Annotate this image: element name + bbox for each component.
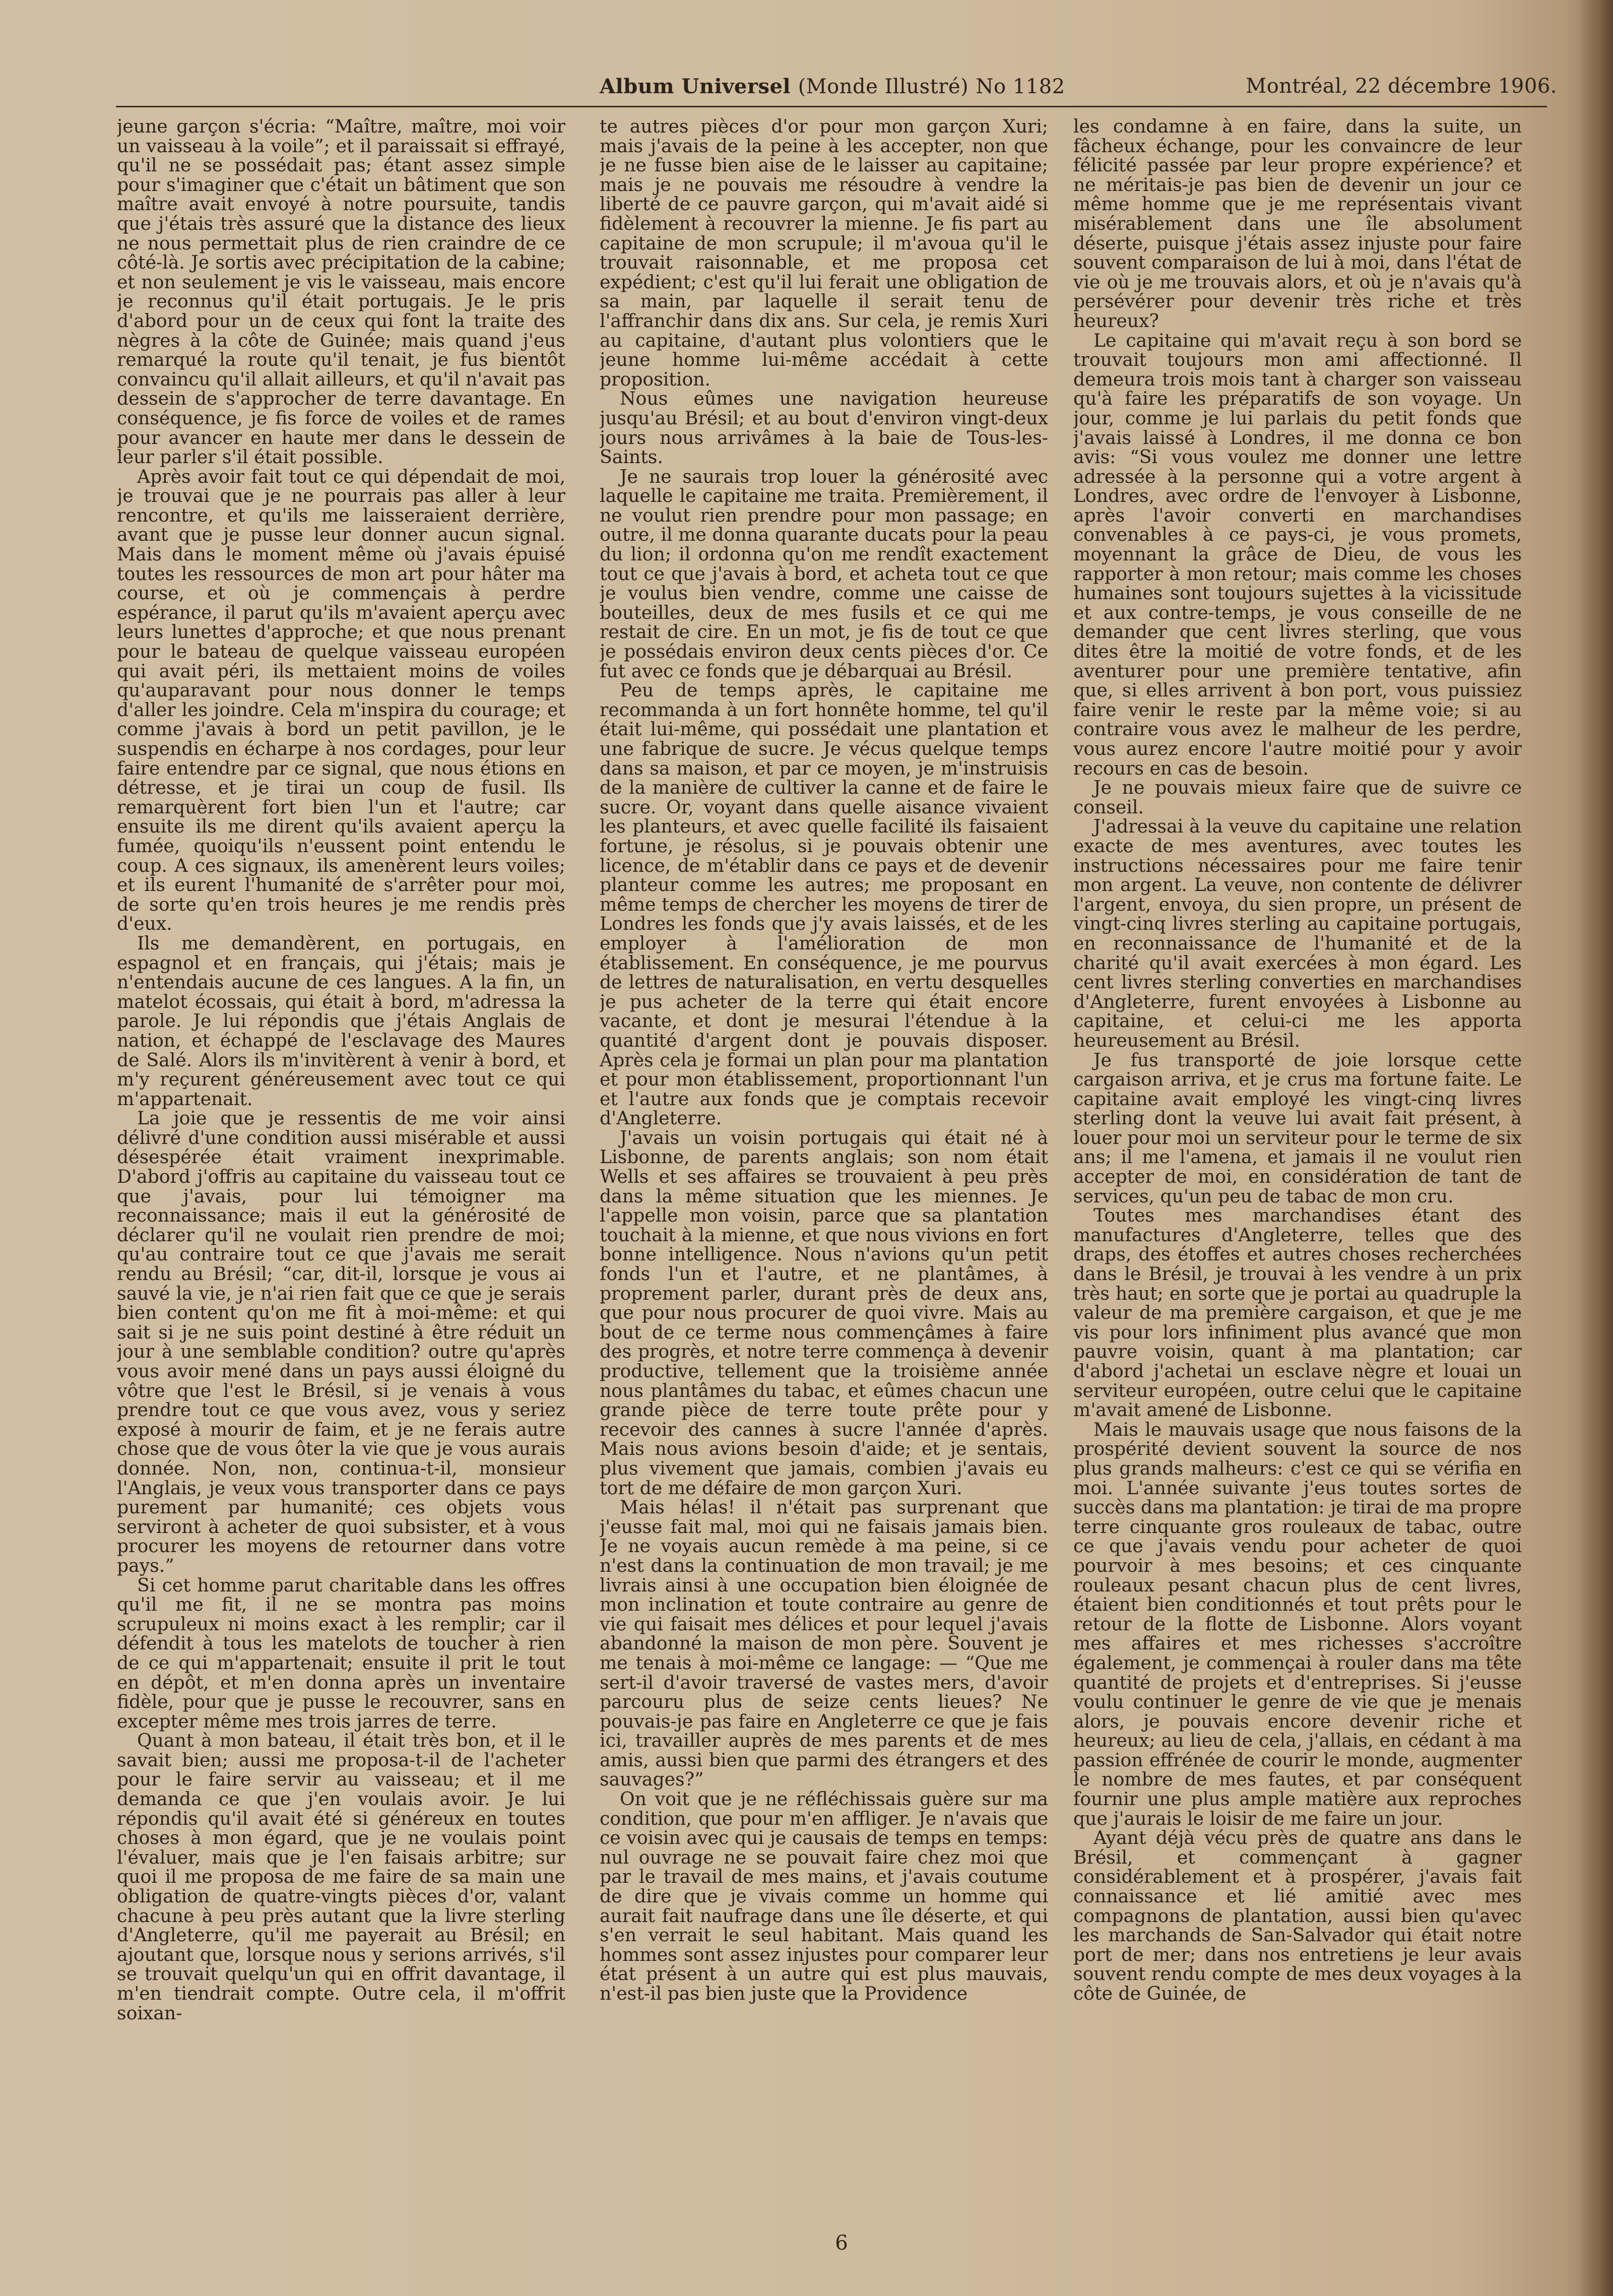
paragraph: J'avais un voisin portugais qui était né à Lisbonne, de parents anglais; son nom était Wells et ses affaires se trouvaient à peu près dans la même situation que les miennes. Je l'appelle mon voisin, parce que sa plantation touchait à la mienne, et que nous vivions en fort bonne intelligence. Nous n'avions qu'un petit fonds l'un et l'autre, et ne plantâmes, à proprement parler, durant près de deux ans, que pour nous procurer de quoi vivre. Mais au bout de ce terme nous commençâmes à faire des progrès, et notre terre commença à devenir productive, tellement que la troisième année nous plantâmes du tabac, et eûmes chacun une grande pièce de terre toute prête pour y recevoir des cannes à sucre l'année d'après. Mais nous avions besoin d'aide; et je sentais, plus vivement que jamais, combien j'avais eu tort de me défaire de mon garçon Xuri. bbox=[600, 1126, 1048, 1499]
paragraph: Le capitaine qui m'avait reçu à son bord se trouvait toujours mon ami affectionné. Il demeura trois mois tant à charger son vaisseau qu'à faire les préparatifs de son voyage. Un jour, comme je lui parlais du petit fonds que j'avais laissé à Londres, il me donna ce bon avis: “Si vous voulez me donner une lettre adressée à la personne qui a votre argent à Londres, avec ordre de l'envoyer à Lisbonne, après l'avoir converti en marchandises convenables à ce pays-ci, je vous promets, moyennant la grâce de Dieu, de vous les rapporter à mon retour; mais comme les choses humaines sont toujours sujettes à la vicissitude et aux contre-temps, je vous conseille de ne demander que cent livres sterling, que vous dites être la moitié de votre fonds, et de les aventurer pour une première tentative, afin que, si elles arrivent à bon port, vous puissiez faire venir le reste par la même voie; si au contraire vous avez le malheur de les perdre, vous aurez encore l'autre moitié pour y avoir recours en cas de besoin. bbox=[1073, 329, 1522, 779]
issue-date: Montréal, 22 décembre 1906. bbox=[1246, 75, 1557, 98]
paragraph: Ayant déjà vécu près de quatre ans dans le Brésil, et commençant à gagner considérablement et à prospérer, j'avais fait connaissance et lié amitié avec mes compagnons de plantation, aussi bien qu'avec les marchands de San-Salvador qui était notre port de mer; dans nos entretiens je leur avais souvent rendu compte de mes deux voyages à la côte de Guinée, de bbox=[1073, 1827, 1522, 2004]
text-column-3 bbox=[1073, 117, 1522, 2203]
paragraph: les condamne à en faire, dans la suite, un fâcheux échange, pour les convaincre de leur félicité passée par leur propre expérience? et ne méritais-je pas bien de devenir un jour ce même homme que je me représentais vivant misérablement dans une île absolument déserte, puisque j'étais assez injuste pour faire souvent comparaison de lui à moi, dans l'état de vie où je me trouvais alors, et où je n'avais qu'à persévérer pour devenir très riche et très heureux? bbox=[1073, 117, 1522, 332]
paragraph: Mais hélas! il n'était pas surprenant que j'eusse fait mal, moi qui ne faisais jamais bien. Je ne voyais aucun remède à ma peine, si ce n'est dans la continuation de mon travail; je me livrais ainsi à une occupation bien éloignée de mon inclination et toute contraire au genre de vie qui faisait mes délices et pour lequel j'avais abandonné la maison de mon père. Souvent je me tenais à moi-même ce langage: — “Que me sert-il d'avoir traversé de vastes mers, d'avoir parcouru plus de seize cents lieues? Ne pouvais-je pas faire en Angleterre ce que je fais ici, travailler auprès de mes parents et de mes amis, aussi bien que parmi des étrangers et des sauvages?” bbox=[600, 1496, 1048, 1791]
paragraph: J'adressai à la veuve du capitaine une relation exacte de mes aventures, avec toutes les instructions nécessaires pour me faire tenir mon argent. La veuve, non contente de délivrer l'argent, envoya, du sien propre, un présent de vingt-cinq livres sterling au capitaine portugais, en reconnaissance de l'humanité et de la charité qu'il avait exercées à mon égard. Les cent livres sterling converties en marchandises d'Angleterre, furent envoyées à Lisbonne au capitaine, et celui-ci me les apporta heureusement au Brésil. bbox=[1073, 815, 1522, 1051]
paragraph: Peu de temps après, le capitaine me recommanda à un fort honnête homme, tel qu'il était lui-même, qui possédait une plantation et une fabrique de sucre. Je vécus quelque temps dans sa maison, et par ce moyen, je m'instruisis de la manière de cultiver la canne et de faire le sucre. Or, voyant dans quelle aisance vivaient les planteurs, et avec quelle facilité ils faisaient fortune, je résolus, si je pouvais obtenir une licence, de m'établir dans ce pays et de devenir planteur comme les autres; me proposant en même temps de chercher les moyens de tirer de Londres les fonds que j'y avais laissés, et de les employer à l'amélioration de mon établissement. En conséquence, je me pourvus de lettres de naturalisation, en vertu desquelles je pus acheter de la terre qui était encore vacante, et dont je mesurai l'étendue à la quantité d'argent dont je pouvais disposer. Après cela je formai un plan pour ma plantation et pour mon établissement, proportionnant l'un et l'autre aux fonds que je comptais recevoir d'Angleterre. bbox=[600, 679, 1048, 1129]
paragraph: Après avoir fait tout ce qui dépendait de moi, je trouvai que je ne pourrais pas aller à leur rencontre, et qu'ils me laisseraient derrière, avant que je pusse leur donner aucun signal. Mais dans le moment même où j'avais épuisé toutes les ressources de mon art pour hâter ma course, et où je commençais à perdre espérance, il parut qu'ils m'avaient aperçu avec leurs lunettes d'approche; et que nous prenant pour le bateau de quelque vaisseau européen qui avait péri, ils mettaient moins de voiles qu'auparavant pour nous donner le temps d'aller les joindre. Cela m'inspira du courage; et comme j'avais à bord un petit pavillon, je le suspendis en écharpe à nos cordages, pour leur faire entendre par ce signal, que nous étions en détresse, et je tirai un coup de fusil. Ils remarquèrent fort bien l'un et l'autre; car ensuite ils me dirent qu'ils avaient aperçu la fumée, quoiqu'ils n'eussent point entendu le coup. A ces signaux, ils amenèrent leurs voiles; et ils eurent l'humanité de s'arrêter pour moi, de sorte qu'en trois heures je me rendis près d'eux. bbox=[117, 465, 565, 935]
paragraph: Je fus transporté de joie lorsque cette cargaison arriva, et je crus ma fortune faite. Le capitaine avait employé les vingt-cinq livres sterling dont la veuve lui avait fait présent, à louer pour moi un serviteur pour le terme de six ans; il me l'amena, et jamais il ne voulut rien accepter de moi, en considération de tant de services, qu'un peu de tabac de mon cru. bbox=[1073, 1049, 1522, 1207]
page-number: 6 bbox=[835, 2231, 848, 2255]
paragraph: Toutes mes marchandises étant des manufactures d'Angleterre, telles que des draps, des étoffes et autres choses recherchées dans le Brésil, je trouvai à les vendre à un prix très haut; en sorte que je portai au quadruple la valeur de ma première cargaison, et que je me vis pour lors infiniment plus avancé que mon pauvre voisin, quant à ma plantation; car d'abord j'achetai un esclave nègre et louai un serviteur européen, outre celui que le capitaine m'avait amené de Lisbonne. bbox=[1073, 1204, 1522, 1421]
paragraph: Quant à mon bateau, il était très bon, et il le savait bien; aussi me proposa-t-il de l'acheter pour le faire servir au vaisseau; et il me demanda ce que j'en voulais avoir. Je lui répondis qu'il avait été si généreux en toutes choses à mon égard, que je ne voulais point l'évaluer, mais que je l'en faisais arbitre; sur quoi il me proposa de me faire de sa main une obligation de quatre-vingts pièces d'or, valant chacune à peu près autant que la livre sterling d'Angleterre, qu'il me payerait au Brésil; en ajoutant que, lorsque nous y serions arrivés, s'il se trouvait quelqu'un qui en offrit davantage, il m'en tiendrait compte. Outre cela, il m'offrit soixan- bbox=[117, 1730, 565, 2024]
paragraph: La joie que je ressentis de me voir ainsi délivré d'une condition aussi misérable et aussi désespérée était vraiment inexprimable. D'abord j'offris au capitaine du vaisseau tout ce que j'avais, pour lui témoigner ma reconnaissance; mais il eut la générosité de déclarer qu'il ne voulait rien prendre de moi; qu'au contraire tout ce que j'avais me serait rendu au Brésil; “car, dit-il, lorsque je vous ai sauvé la vie, je n'ai rien fait que ce que je serais bien content qu'on me fit à moi-même: et qui sait si je ne suis point destiné à être réduit un jour à une semblable condition? outre qu'après vous avoir mené dans un pays aussi éloigné du vôtre que l'est le Brésil, si je venais à vous prendre tout ce que vous avez, vous y seriez exposé à mourir de faim, et je ne ferais autre chose que de vous ôter la vie que je vous aurais donnée. Non, non, continua-t-il, monsieur l'Anglais, je veux vous transporter dans ce pays purement par humanité; ces objets vous serviront à acheter de quoi subsister, et à vous procurer les moyens de retourner dans votre pays.” bbox=[117, 1107, 565, 1576]
paragraph: Nous eûmes une navigation heureuse jusqu'au Brésil; et au bout d'environ vingt-deux jours nous arrivâmes à la baie de Tous-les-Saints. bbox=[600, 388, 1048, 468]
running-header bbox=[600, 75, 1557, 110]
paragraph: Je ne pouvais mieux faire que de suivre ce conseil. bbox=[1073, 777, 1522, 818]
publication-name: Album Universel bbox=[600, 75, 791, 98]
paragraph: Si cet homme parut charitable dans les offres qu'il me fit, il ne se montra pas moins scrupuleux ni moins exact à les remplir; car il défendit à tous les matelots de toucher à rien de ce qui m'appartenait; ensuite il prit le tout en dépôt, et m'en donna après un inventaire fidèle, pour que je pusse le recouvrer, sans en excepter même mes trois jarres de terre. bbox=[117, 1574, 565, 1732]
text-column-2 bbox=[600, 117, 1048, 2203]
paragraph: Je ne saurais trop louer la générosité avec laquelle le capitaine me traita. Premièrement, il ne voulut rien prendre pour mon passage; en outre, il me donna quarante ducats pour la peau du lion; il ordonna qu'on me rendît exactement tout ce que j'avais à bord, et acheta tout ce que je voulus bien vendre, comme une caisse de bouteilles, deux de mes fusils et ce qui me restait de cire. En un mot, je fis de tout ce que je possédais environ deux cents pièces d'or. Ce fut avec ce fonds que je débarquai au Brésil. bbox=[600, 465, 1048, 682]
issue-number: No 1182 bbox=[976, 75, 1065, 98]
paragraph: te autres pièces d'or pour mon garçon Xuri; mais j'avais de la peine à les accepter, non que je ne fusse bien aise de le laisser au capitaine; mais je ne pouvais me résoudre à vendre la liberté de ce pauvre garçon, qui m'avait aidé si fidèlement à recouvrer la mienne. Je fis part au capitaine de mon scrupule; il m'avoua qu'il le trouvait raisonnable, et me proposa cet expédient; c'est qu'il lui ferait une obligation de sa main, par laquelle il serait tenu de l'affranchir dans dix ans. Sur cela, je remis Xuri au capitaine, d'autant plus volontiers que le jeune homme lui-même accédait à cette proposition. bbox=[600, 117, 1048, 390]
paragraph: Mais le mauvais usage que nous faisons de la prospérité devient souvent la source de nos plus grands malheurs: c'est ce qui se vérifia en moi. L'année suivante j'eus toutes sortes de succès dans ma plantation: je tirai de ma propre terre cinquante gros rouleaux de tabac, outre ce que j'avais vendu pour acheter de quoi pourvoir à mes besoins; et ces cinquante rouleaux pesant chacun plus de cent livres, étaient bien conditionnés et tout prêts pour le retour de la flotte de Lisbonne. Alors voyant mes affaires et mes richesses s'accroître également, je commençai à rouler dans ma tête quantité de projets et d'entreprises. Si j'eusse voulu continuer le genre de vie que je menais alors, je pouvais encore devenir riche et heureux; au lieu de cela, j'allais, en cédant à ma passion effrénée de courir le monde, augmenter le nombre de mes fautes, et par conséquent fournir une plus ample matière aux reproches que j'aurais le loisir de me faire un jour. bbox=[1073, 1418, 1522, 1829]
publication-title bbox=[600, 75, 1065, 98]
paragraph: Ils me demandèrent, en portugais, en espagnol et en français, qui j'étais; mais je n'entendais aucune de ces langues. A la fin, un matelot écossais, qui était à bord, m'adressa la parole. Je lui répondis que j'étais Anglais de nation, et échappé de l'esclavage des Maures de Salé. Alors ils m'invitèrent à venir à bord, et m'y reçurent généreusement avec tout ce qui m'appartenait. bbox=[117, 932, 565, 1110]
paragraph: jeune garçon s'écria: “Maître, maître, moi voir un vaisseau à la voile”; et il paraissait si effrayé, qu'il ne se possédait pas; étant assez simple pour s'imaginer que c'était un bâtiment que son maître avait envoyé à notre poursuite, tandis que j'étais très assuré que la distance des lieux ne nous permettait plus de rien craindre de ce côté-là. Je sortis avec précipitation de la cabine; et non seulement je vis le vaisseau, mais encore je reconnus qu'il était portugais. Je le pris d'abord pour un de ceux qui font la traite des nègres à la côte de Guinée; mais quand j'eus remarqué la route qu'il tenait, je fus bientôt convaincu qu'il allait ailleurs, et qu'il n'avait pas dessein de s'approcher de terre davantage. En conséquence, je fis force de voiles et de rames pour avancer en haute mer dans le dessein de leur parler s'il était possible. bbox=[117, 117, 565, 468]
page-spine-shadow bbox=[1578, 0, 1613, 2296]
paragraph: On voit que je ne réfléchissais guère sur ma condition, que pour m'en affliger. Je n'avais que ce voisin avec qui je causais de temps en temps: nul ouvrage ne se pouvait faire chez moi que par le travail de mes mains, et j'avais coutume de dire que je vivais comme un homme qui aurait fait naufrage dans une île déserte, et qui s'en verrait le seul habitant. Mais quand les hommes sont assez injustes pour comparer leur état présent à un autre qui est plus mauvais, n'est-il pas bien juste que la Providence bbox=[600, 1788, 1048, 2004]
text-column-1 bbox=[117, 117, 565, 2203]
header-rule bbox=[116, 106, 1547, 107]
publication-subtitle: (Monde Illustré) bbox=[798, 75, 969, 98]
